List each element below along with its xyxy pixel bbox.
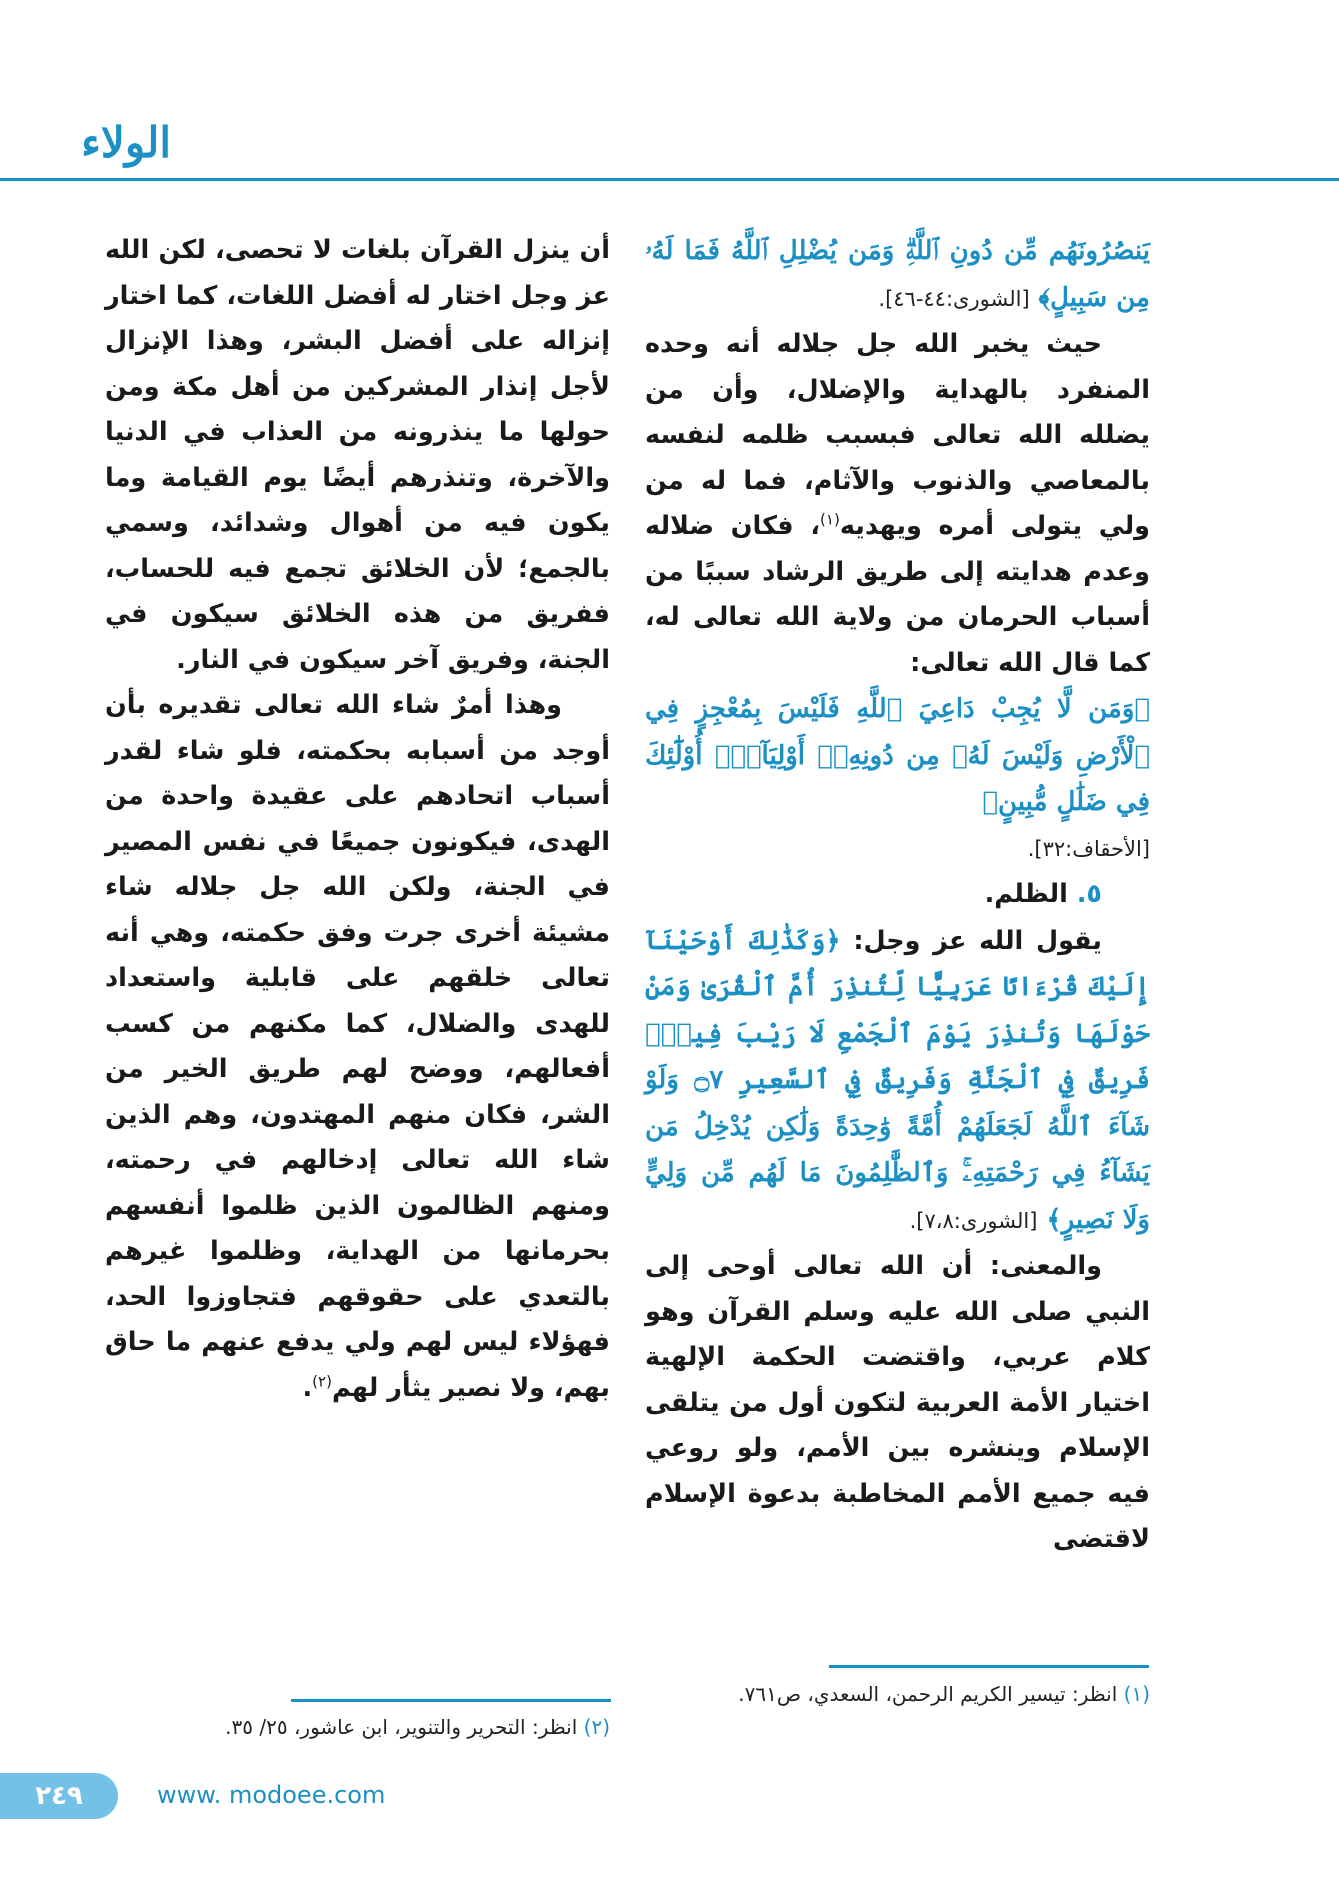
footnote-1: (١) انظر: تيسير الكريم الرحمن، السعدي، ص٧٦١. [738,1682,1150,1706]
page-number: ٢٤٩ [35,1781,83,1811]
quran-verse-3: ﴿وَكَذَٰلِكَ أَوْحَيْنَآ إِلَيْكَ قُرْءَانًا عَرَبِيًّا لِّتُنذِرَ أُمَّ ٱلْقُرَىٰ وَمَنْ حَوْلَهَا وَتُنذِرَ يَوْمَ ٱلْجَمْعِ لَا رَيْبَ فِيهِۚ فَرِيقٌ فِي ٱلْجَنَّةِ وَفَرِيقٌ فِي ٱلسَّعِيرِ ۝٧ وَلَوْ شَآءَ ٱللَّهُ لَجَعَلَهُمْ أُمَّةً وَٰحِدَةً وَلَٰكِن يُدْخِلُ مَن يَشَآءُ فِي رَحْمَتِهِۦۚ وَٱلظَّٰلِمُونَ مَا لَهُم مِّن وَلِيٍّ وَلَا نَصِيرٍ﴾ [645,925,1150,1235]
paragraph-1: حيث يخبر الله جل جلاله أنه وحده المنفرد بالهداية والإضلال، وأن من يضلله الله تعالى فبسبب ظلمه لنفسه بالمعاصي والذنوب والآثام، فما له من ولي يتولى أمره ويهديه$^{(١)}$، فكان ضلاله وعدم هدايته إلى طريق الرشاد سببًا من أسباب الحرمان من ولاية الله تعالى له، كما قال الله تعالى: [645,329,1150,678]
website-link[interactable]: www. modoee.com [157,1781,386,1809]
paragraph-2: يقول الله عز وجل: ﴿وَكَذَٰلِكَ أَوْحَيْنَآ إِلَيْكَ قُرْءَانًا عَرَبِيًّا لِّتُنذِرَ أُمَّ ٱلْقُرَىٰ وَمَنْ حَوْلَهَا وَتُنذِرَ يَوْمَ ٱلْجَمْعِ لَا رَيْبَ فِيهِۚ فَرِيقٌ فِي ٱلْجَنَّةِ وَفَرِيقٌ فِي ٱلسَّعِيرِ ۝٧ وَلَوْ شَآءَ ٱللَّهُ لَجَعَلَهُمْ أُمَّةً وَٰحِدَةً وَلَٰكِن يُدْخِلُ مَن يَشَآءُ فِي رَحْمَتِهِۦۚ وَٱلظَّٰلِمُونَ مَا لَهُم مِّن وَلِيٍّ وَلَا نَصِيرٍ﴾ [الشورى:٧،٨]. [645,925,1150,1235]
paragraph-5: وهذا أمرٌ شاء الله تعالى تقديره بأن أوجد من أسبابه بحكمته، فلو شاء لقدر أسباب اتحادهم على عقيدة واحدة من الهدى، فيكونون جميعًا في نفس المصير في الجنة، ولكن الله جل جلاله شاء مشيئة أخرى جرت وفق حكمته، وهي أنه تعالى خلقهم على قابلية واستعداد للهدى والضلال، كما مكنهم من كسب أفعالهم، ووضح لهم طريق الخير من الشر، فكان منهم المهتدون، وهم الذين شاء الله تعالى إدخالهم في رحمته، ومنهم الظالمون الذين ظلموا أنفسهم بحرمانها من الهداية، وظلموا غيرهم بالتعدي على حقوقهم فتجاوزوا الحد، فهؤلاء ليس لهم ولي يدفع عنهم ما حاق بهم، ولا نصير يثأر لهم$^{(٢)}$. [105,690,610,1403]
footnote-2: (٢) انظر: التحرير والتنوير، ابن عاشور، ٢٥/ ٣٥. [225,1715,610,1739]
page-title: الولاء [81,118,171,167]
footnote-marker-1[interactable]: (١) [820,510,840,529]
paragraph-4: أن ينزل القرآن بلغات لا تحصى، لكن الله عز وجل اختار له أفضل اللغات، كما اختار إنزاله على أفضل البشر، وهذا الإنزال لأجل إنذار المشركين من أهل مكة ومن حولها ما ينذرونه من العذاب في الدنيا والآخرة، وتنذرهم أيضًا يوم القيامة وما يكون فيه من أهوال وشدائد، وسمي بالجمع؛ لأن الخلائق تجمع فيه للحساب، ففريق من هذه الخلائق سيكون في الجنة، وفريق آخر سيكون في النار. [105,235,610,675]
left-column [105,228,610,1411]
right-column [645,228,1150,1563]
paragraph-3: والمعنى: أن الله تعالى أوحى إلى النبي صلى الله عليه وسلم القرآن وهو كلام عربي، واقتضت الحكمة الإلهية اختيار الأمة العربية لتكون أول من يتلقى الإسلام وينشره بين الأمم، ولو روعي فيه جميع الأمم المخاطبة بدعوة الإسلام لاقتضى [645,1251,1150,1554]
footnote-divider-right [829,1665,1149,1668]
quran-verse-2: ﴿وَمَن لَّا يُجِبْ دَاعِيَ ٱللَّهِ فَلَيْسَ بِمُعْجِزٍ فِي ٱلْأَرْضِ وَلَيْسَ لَهُۥ مِن دُونِهِۦٓ أَوْلِيَآءُۚ أُوْلَٰٓئِكَ فِي ضَلَٰلٍ مُّبِينٍ﴾ [645,694,1150,817]
footnote-marker-2[interactable]: (٢) [312,1372,332,1390]
verse-reference-1: [الشورى:٤٤-٤٦]. [878,286,1030,311]
section-heading: ٥. الظلم. [984,879,1102,909]
verse-reference-2: [الأحقاف:٣٢]. [1027,836,1150,861]
page-number-badge [0,1773,118,1819]
quran-verse-1: يَنصُرُونَهُم مِّن دُونِ ٱللَّهِۗ وَمَن يُضْلِلِ ٱللَّهُ فَمَا لَهُۥ مِن سَبِيلٍ﴾ [الشورى:٤٤-٤٦]. [645,236,1150,313]
footnote-divider-left [291,1699,611,1702]
header-divider [0,178,1339,181]
verse-reference-3: [الشورى:٧،٨]. [909,1208,1038,1233]
